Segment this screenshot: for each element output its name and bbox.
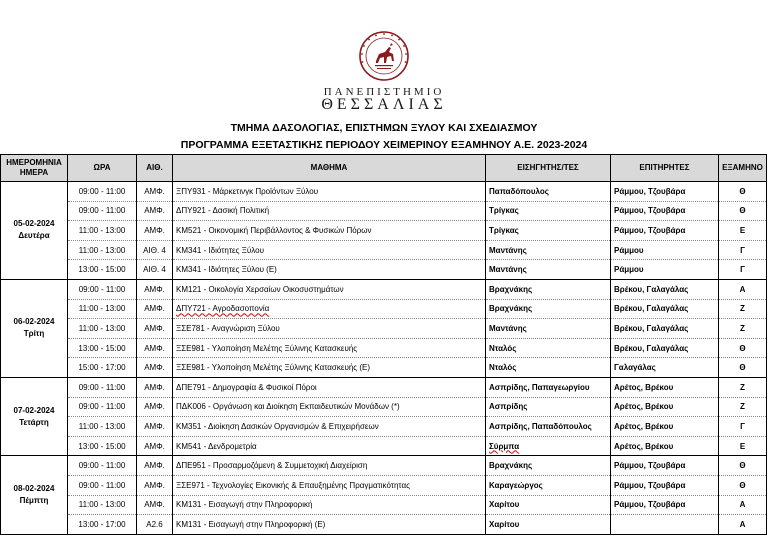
university-name-line1: ΠΑΝΕΠΙΣΤΗΜΙΟ [323,86,445,98]
table-row [1,338,767,358]
course-cell: ΚΜ341 - Ιδιότητες Ξύλου (Ε) [173,260,486,280]
semester-cell: Ζ [719,377,767,397]
room-cell: ΑΜΦ. [137,319,173,339]
room-cell: ΑΜΦ. [137,182,173,202]
time-cell: 09:00 - 11:00 [68,475,137,495]
semester-cell: Ζ [719,319,767,339]
instructor-cell [486,436,611,456]
semester-cell: Α [719,515,767,535]
column-header-date: ΗΜΕΡΟΜΗΝΙΑ ΗΜΕΡΑ [1,155,68,182]
column-header-semester: ΕΞΑΜΗΝΟ [719,155,767,182]
semester-cell: Θ [719,201,767,221]
course-cell [173,299,486,319]
course-cell: ΚΜ351 - Διοίκηση Δασικών Οργανισμών & Επιχειρήσεων [173,417,486,437]
supervisors-cell: Ράμμου, Τζουβάρα [611,475,719,495]
course-cell: ΞΣΕ971 - Τεχνολογίες Εικονικής & Επαυξημένης Πραγματικότητας [173,475,486,495]
time-cell: 15:00 - 17:00 [68,358,137,378]
supervisors-cell: Ράμμου, Τζουβάρα [611,495,719,515]
university-seal-icon [358,30,410,82]
date-cell [1,279,68,377]
instructor-cell: Ασπρίδης, Παπαγεωργίου [486,377,611,397]
university-name-line2: ΘΕΣΣΑΛΙΑΣ [321,96,447,113]
semester-cell: Ζ [719,397,767,417]
semester-cell: Ε [719,436,767,456]
course-cell: ΚΜ541 - Δενδρομετρία [173,436,486,456]
table-row [1,279,767,299]
time-cell: 11:00 - 13:00 [68,319,137,339]
date-cell [1,456,68,534]
table-row [1,515,767,535]
semester-cell: Α [719,279,767,299]
instructor-cell: Βραχνάκης [486,299,611,319]
course-cell: ΞΣΕ781 - Αναγνώριση Ξύλου [173,319,486,339]
time-cell: 13:00 - 15:00 [68,436,137,456]
column-header-instructor: ΕΙΣΗΓΗΤΗΣ/ΤΕΣ [486,155,611,182]
room-cell: ΑΜΦ. [137,475,173,495]
room-cell: ΑΜΦ. [137,338,173,358]
room-cell: ΑΜΦ. [137,221,173,241]
semester-cell: Α [719,495,767,515]
semester-cell: Ζ [719,299,767,319]
date-cell [1,182,68,280]
supervisors-cell: Αρέτος, Βρέκου [611,377,719,397]
column-header-course: ΜΑΘΗΜΑ [173,155,486,182]
supervisors-cell: Βρέκου, Γαλαγάλας [611,338,719,358]
instructor-cell: Βραχνάκης [486,279,611,299]
time-cell: 09:00 - 11:00 [68,397,137,417]
supervisors-cell: Αρέτος, Βρέκου [611,417,719,437]
course-cell: ΚΜ521 - Οικονομική Περιβάλλοντος & Φυσικών Πόρων [173,221,486,241]
room-cell: ΑΜΦ. [137,436,173,456]
instructor-cell: Καραγεώργος [486,475,611,495]
room-cell: ΑΜΦ. [137,279,173,299]
supervisors-cell: Αρέτος, Βρέκου [611,436,719,456]
semester-cell: Θ [719,182,767,202]
instructor-cell: Παπαδόπουλος [486,182,611,202]
table-row [1,358,767,378]
semester-cell: Ε [719,221,767,241]
course-cell: ΞΣΕ981 - Υλοποίηση Μελέτης Ξύλινης Κατασκευής (Ε) [173,358,486,378]
semester-cell: Γ [719,417,767,437]
supervisors-cell: Ράμμου, Τζουβάρα [611,201,719,221]
table-row [1,221,767,241]
supervisors-cell: Ράμμου [611,240,719,260]
university-logo [0,30,768,82]
date-value: 06-02-2024 [13,317,55,327]
time-cell: 11:00 - 13:00 [68,417,137,437]
room-cell: ΑΜΦ. [137,299,173,319]
course-cell: ΞΠΥ931 - Μάρκετινγκ Προϊόντων Ξύλου [173,182,486,202]
time-cell: 09:00 - 11:00 [68,456,137,476]
date-value: 05-02-2024 [13,219,55,229]
time-cell: 09:00 - 11:00 [68,201,137,221]
column-header-room: ΑΙΘ. [137,155,173,182]
supervisors-cell: Βρέκου, Γαλαγάλας [611,319,719,339]
weekday-value: Πέμπτη [19,496,49,505]
semester-cell: Θ [719,456,767,476]
room-cell: ΑΜΦ. [137,495,173,515]
supervisors-cell: Ράμμου [611,260,719,280]
instructor-cell: Τρίγκας [486,201,611,221]
instructor-cell: Χαρίτου [486,495,611,515]
weekday-value: Τρίτη [23,329,45,339]
instructor-cell: Τρίγκας [486,221,611,241]
table-row [1,240,767,260]
program-title: ΠΡΟΓΡΑΜΜΑ ΕΞΕΤΑΣΤΙΚΗΣ ΠΕΡΙΟΔΟΥ ΧΕΙΜΕΡΙΝΟΥ ΕΞΑΜΗΝΟΥ Α.Ε. 2023-2024 [180,139,588,151]
course-cell: ΚΜ131 - Εισαγωγή στην Πληροφορική [173,495,486,515]
instructor-name-text: Σύρμπα [489,441,520,451]
time-cell: 13:00 - 17:00 [68,515,137,535]
time-cell: 09:00 - 11:00 [68,377,137,397]
time-cell: 09:00 - 11:00 [68,279,137,299]
room-cell: Α2.6 [137,515,173,535]
column-header-time: ΩΡΑ [68,155,137,182]
room-cell: ΑΜΦ. [137,201,173,221]
course-cell: ΠΔΚ006 - Οργάνωση και Διοίκηση Εκπαιδευτικών Μονάδων (*) [173,397,486,417]
semester-cell: Θ [719,338,767,358]
instructor-cell: Νταλός [486,338,611,358]
room-cell: ΑΙΘ. 4 [137,240,173,260]
table-row [1,436,767,456]
room-cell: ΑΜΦ. [137,397,173,417]
date-cell [1,377,68,455]
time-cell: 09:00 - 11:00 [68,182,137,202]
table-row [1,182,767,202]
time-cell: 11:00 - 13:00 [68,495,137,515]
supervisors-cell: Αρέτος, Βρέκου [611,397,719,417]
date-value: 08-02-2024 [13,484,55,493]
instructor-cell: Βραχνάκης [486,456,611,476]
course-cell: ΚΜ131 - Εισαγωγή στην Πληροφορική (Ε) [173,515,486,535]
supervisors-cell: Γαλαγάλας [611,358,719,378]
time-cell: 11:00 - 13:00 [68,221,137,241]
table-row [1,319,767,339]
room-cell: ΑΜΦ. [137,377,173,397]
time-cell: 13:00 - 15:00 [68,260,137,280]
table-row [1,495,767,515]
department-title: ΤΜΗΜΑ ΔΑΣΟΛΟΓΙΑΣ, ΕΠΙΣΤΗΜΩΝ ΞΥΛΟΥ ΚΑΙ ΣΧΕΔΙΑΣΜΟΥ [230,122,538,134]
time-cell: 13:00 - 15:00 [68,338,137,358]
weekday-value: Τετάρτη [19,417,49,427]
instructor-cell: Νταλός [486,358,611,378]
instructor-cell: Μαντάνης [486,240,611,260]
course-cell: ΔΠΕ791 - Δημογραφία & Φυσικοί Πόροι [173,377,486,397]
table-row [1,201,767,221]
supervisors-cell [611,515,719,535]
table-row [1,417,767,437]
instructor-cell: Μαντάνης [486,260,611,280]
weekday-value: Δευτέρα [18,231,50,241]
date-value: 07-02-2024 [13,405,55,415]
table-header-row [1,155,767,182]
supervisors-cell: Βρέκου, Γαλαγάλας [611,299,719,319]
semester-cell: Θ [719,475,767,495]
table-row [1,397,767,417]
exam-schedule-table [0,154,767,535]
semester-cell: Γ [719,240,767,260]
table-row [1,260,767,280]
instructor-cell: Ασπρίδης, Παπαδόπουλος [486,417,611,437]
room-cell: ΑΜΦ. [137,417,173,437]
table-row [1,299,767,319]
column-header-supervisors: ΕΠΙΤΗΡΗΤΕΣ [611,155,719,182]
course-cell: ΔΠΕ951 - Προσαρμοζόμενη & Συμμετοχική Διαχείριση [173,456,486,476]
table-row [1,475,767,495]
supervisors-cell: Ράμμου, Τζουβάρα [611,182,719,202]
instructor-cell: Μαντάνης [486,319,611,339]
supervisors-cell: Βρέκου, Γαλαγάλας [611,279,719,299]
room-cell: ΑΜΦ. [137,358,173,378]
table-row [1,456,767,476]
instructor-cell: Χαρίτου [486,515,611,535]
room-cell: ΑΜΦ. [137,456,173,476]
supervisors-cell: Ράμμου, Τζουβάρα [611,456,719,476]
supervisors-cell: Ράμμου, Τζουβάρα [611,221,719,241]
time-cell: 11:00 - 13:00 [68,299,137,319]
course-cell: ΔΠΥ921 - Δασική Πολιτική [173,201,486,221]
time-cell: 11:00 - 13:00 [68,240,137,260]
instructor-cell: Ασπρίδης [486,397,611,417]
course-cell: ΚΜ121 - Οικολογία Χερσαίων Οικοσυστημάτων [173,279,486,299]
table-row [1,377,767,397]
semester-cell: Γ [719,260,767,280]
course-cell: ΚΜ341 - Ιδιότητες Ξύλου [173,240,486,260]
semester-cell: Θ [719,358,767,378]
course-name-text: ΔΠΥ721 - Αγροδασοπονία [176,304,270,314]
course-cell: ΞΣΕ981 - Υλοποίηση Μελέτης Ξύλινης Κατασκευής [173,338,486,358]
room-cell: ΑΙΘ. 4 [137,260,173,280]
